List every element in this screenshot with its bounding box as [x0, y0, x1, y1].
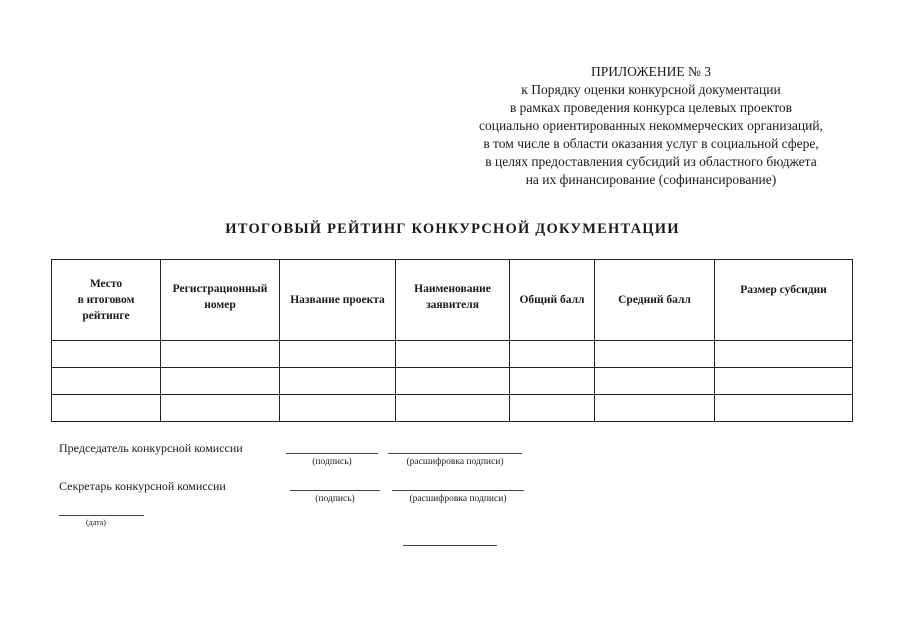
table-cell[interactable]: [52, 395, 161, 422]
table-cell[interactable]: [510, 341, 595, 368]
header-average-score: Средний балл: [595, 260, 715, 341]
table-cell[interactable]: [280, 341, 396, 368]
rating-table: [51, 259, 853, 422]
table-header-row: [52, 260, 853, 341]
table-cell[interactable]: [396, 341, 510, 368]
table-cell[interactable]: [396, 368, 510, 395]
chairman-decryption-line[interactable]: [388, 453, 522, 454]
secretary-signature-line[interactable]: [290, 490, 380, 491]
header-registration-number: Регистрационный номер: [161, 260, 280, 341]
table-cell[interactable]: [715, 395, 853, 422]
table-cell[interactable]: [280, 368, 396, 395]
date-line[interactable]: [59, 515, 144, 516]
chairman-signature-note: (подпись): [312, 457, 352, 467]
extra-line: [403, 545, 497, 546]
table-cell[interactable]: [510, 395, 595, 422]
table-row: [52, 368, 853, 395]
appendix-line: в целях предоставления субсидий из областного бюджета: [485, 154, 817, 169]
table-cell[interactable]: [52, 341, 161, 368]
date-note: (дата): [86, 518, 106, 527]
table-cell[interactable]: [595, 395, 715, 422]
appendix-line: в рамках проведения конкурса целевых проектов: [509, 100, 793, 115]
appendix-line: к Порядку оценки конкурсной документации: [521, 82, 781, 97]
chairman-decryption-note: (расшифровка подписи): [406, 457, 504, 467]
table-cell[interactable]: [280, 395, 396, 422]
table-cell[interactable]: [715, 368, 853, 395]
header-subsidy-amount: Размер субсидии: [715, 260, 853, 341]
table-row: [52, 395, 853, 422]
table-cell[interactable]: [161, 341, 280, 368]
header-total-score: Общий балл: [510, 260, 595, 341]
table-cell[interactable]: [52, 368, 161, 395]
secretary-decryption-line[interactable]: [392, 490, 524, 491]
chairman-signature-line[interactable]: [286, 453, 378, 454]
table-cell[interactable]: [715, 341, 853, 368]
header-project-name: Название проекта: [280, 260, 396, 341]
secretary-label: Секретарь конкурсной комиссии: [59, 479, 226, 493]
header-place: Место в итоговом рейтинге: [52, 260, 161, 341]
document-title: ИТОГОВЫЙ РЕЙТИНГ КОНКУРСНОЙ ДОКУМЕНТАЦИИ: [225, 221, 680, 237]
secretary-decryption-note: (расшифровка подписи): [409, 494, 507, 504]
appendix-line: социально ориентированных некоммерческих организаций,: [479, 118, 823, 133]
header-applicant-name: Наименование заявителя: [396, 260, 510, 341]
table-cell[interactable]: [396, 395, 510, 422]
table-cell[interactable]: [161, 368, 280, 395]
table-cell[interactable]: [595, 341, 715, 368]
table-row: [52, 341, 853, 368]
table-cell[interactable]: [595, 368, 715, 395]
appendix-line: ПРИЛОЖЕНИЕ № 3: [590, 64, 712, 79]
appendix-line: в том числе в области оказания услуг в социальной сфере,: [483, 136, 819, 151]
table-cell[interactable]: [161, 395, 280, 422]
table-cell[interactable]: [510, 368, 595, 395]
appendix-line: на их финансирование (софинансирование): [525, 172, 777, 187]
chairman-label: Председатель конкурсной комиссии: [59, 441, 243, 455]
secretary-signature-note: (подпись): [315, 494, 355, 504]
appendix-block: [436, 63, 866, 189]
